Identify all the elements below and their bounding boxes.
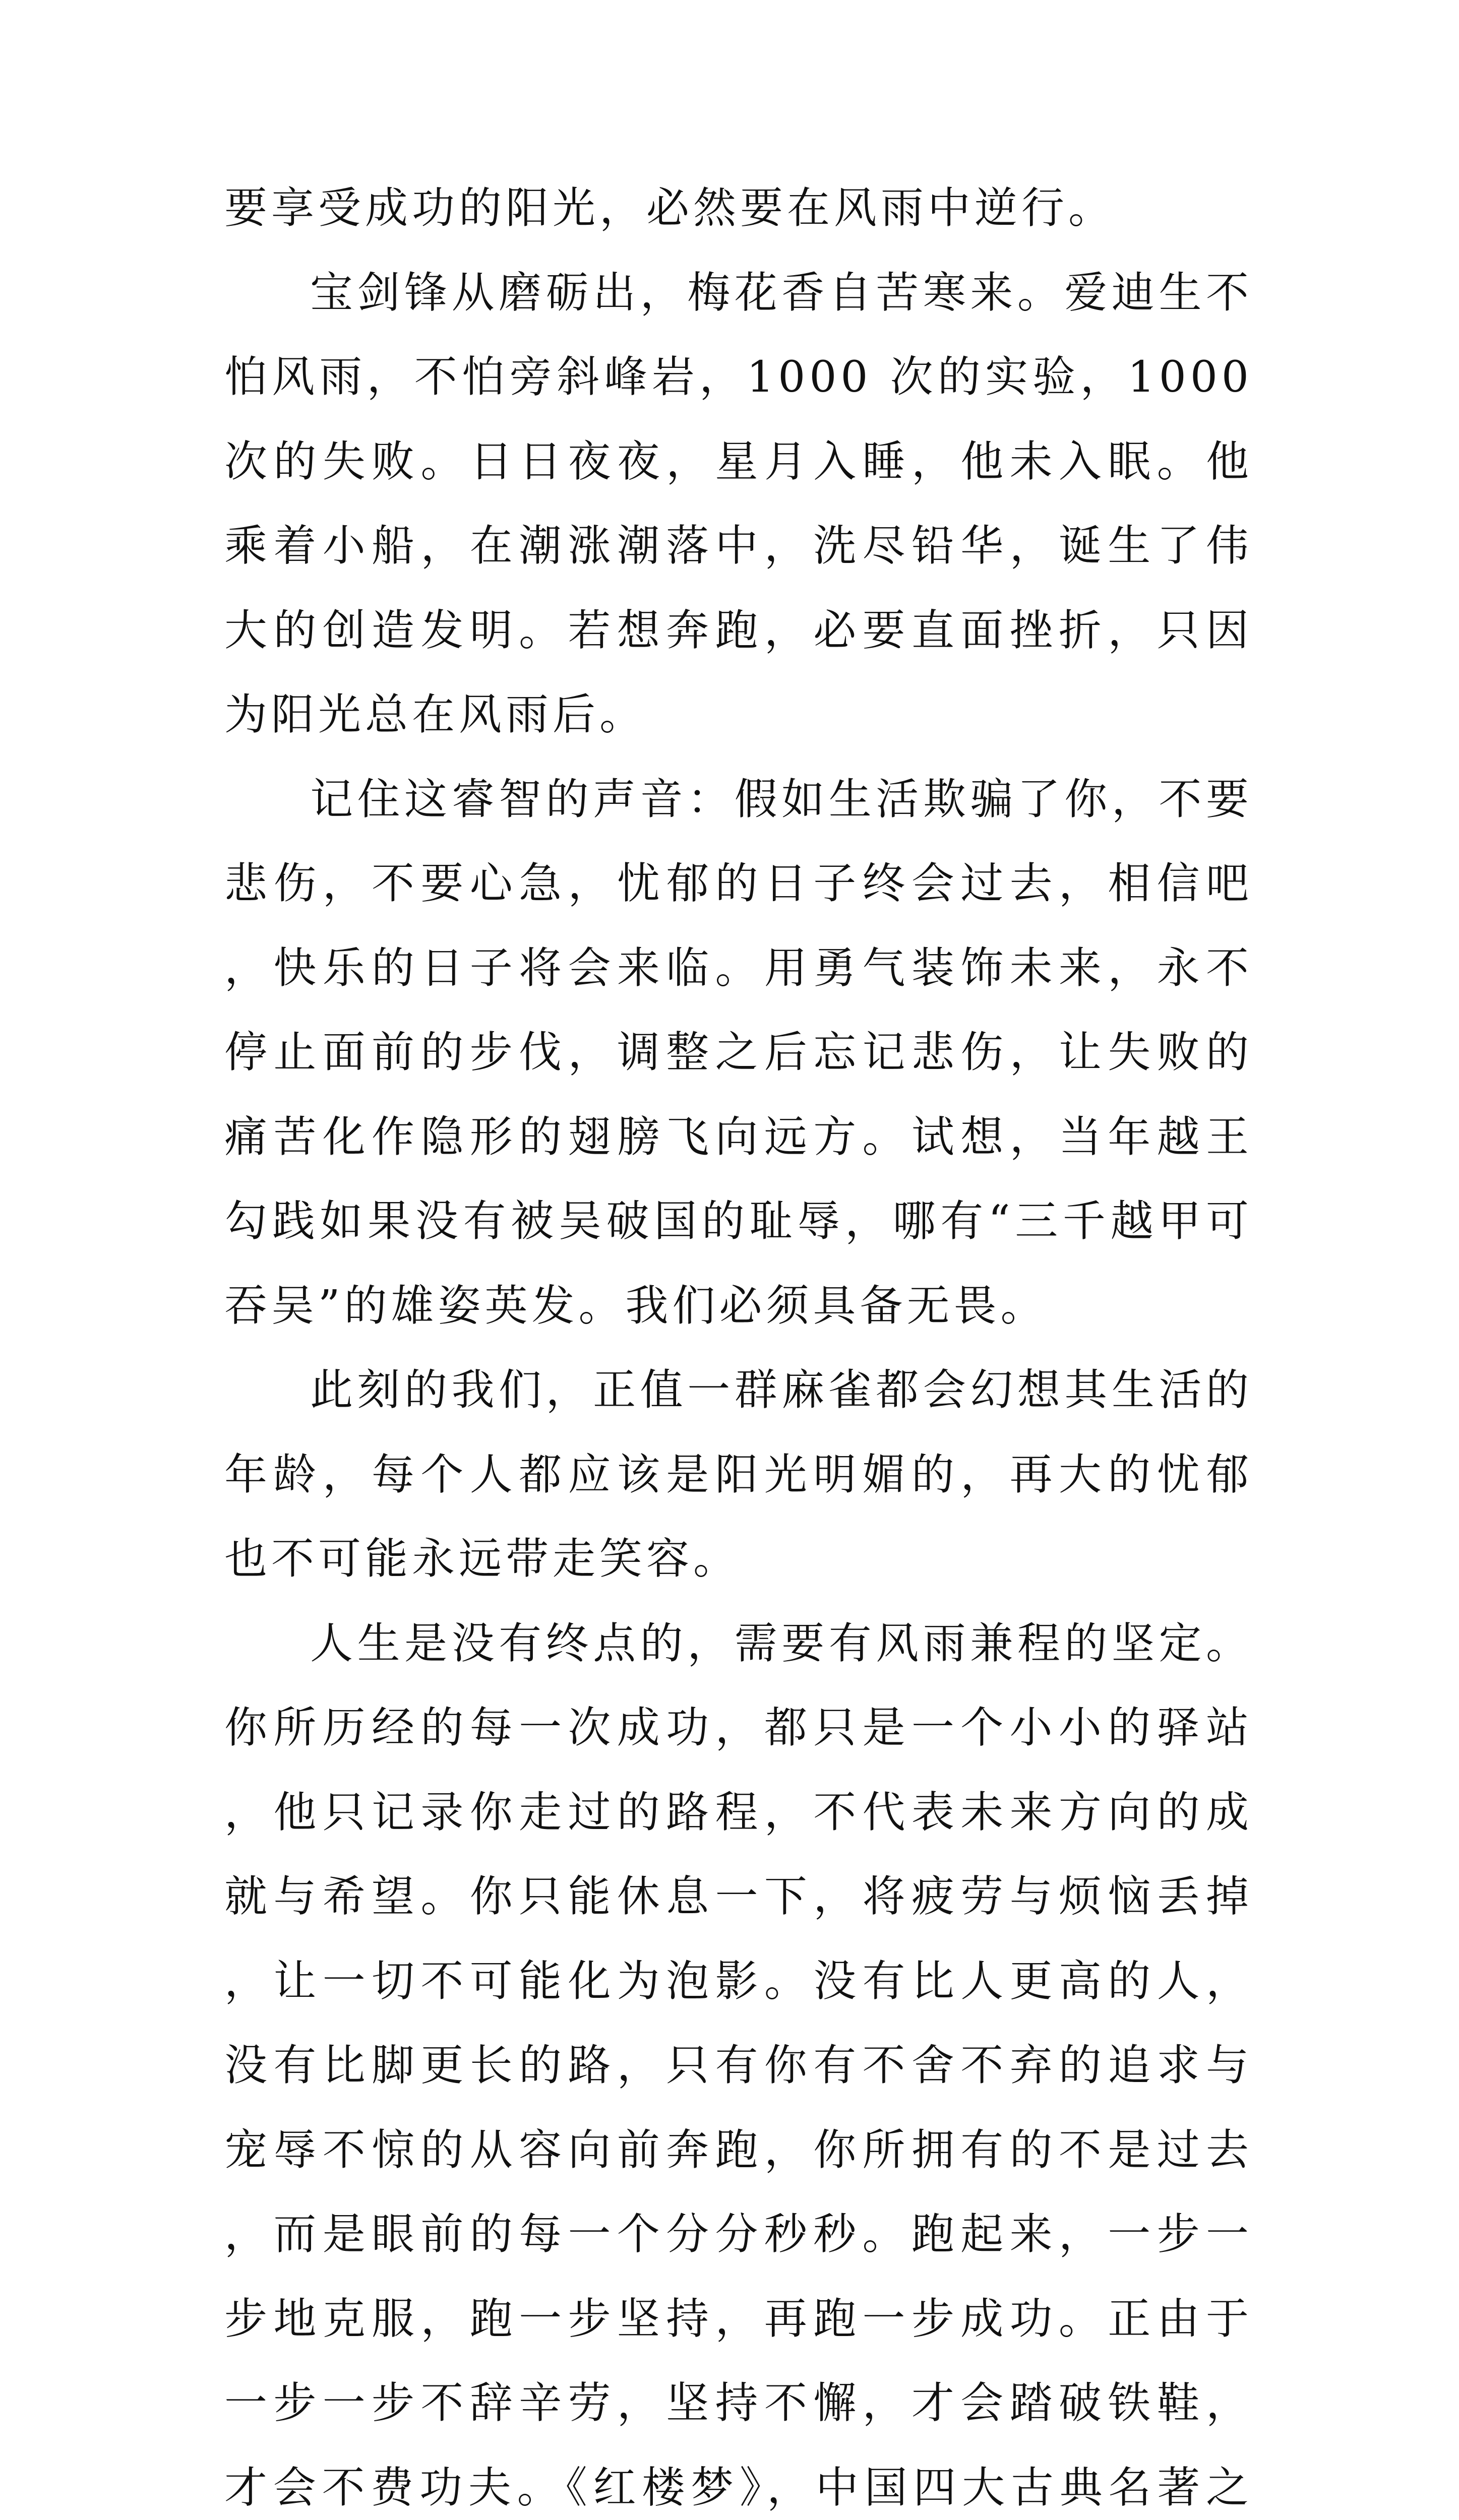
paragraph-2: 宝剑锋从磨砺出，梅花香自苦寒来。爱迪生不怕风雨，不怕旁斜峰岩，1000 次的实验，1000 次的失败。日日夜夜，星月入睡，他未入眠。他乘着小船，在潮涨潮落中，洗尽铅华，诞生了伟大的创造发明。若想奔跑，必要直面挫折，只因为阳光总在风雨后。 — [224, 251, 1253, 758]
document-body — [224, 166, 1253, 2520]
paragraph-4: 此刻的我们，正值一群麻雀都会幻想其生活的年龄，每个人都应该是阳光明媚的，再大的忧郁也不可能永远带走笑容。 — [224, 1348, 1253, 1602]
paragraph-1: 要享受成功的阳光，必然要在风雨中逆行。 — [224, 166, 1253, 251]
paragraph-5: 人生是没有终点的，需要有风雨兼程的坚定。你所历经的每一次成功，都只是一个小小的驿站，他只记录你走过的路程，不代表未来方向的成就与希望。你只能休息一下，将疲劳与烦恼丢掉，让一切不可能化为泡影。没有比人更高的人，没有比脚更长的路，只有你有不舍不弃的追求与宠辱不惊的从容向前奔跑，你所拥有的不是过去，而是眼前的每一个分分秒秒。跑起来，一步一步地克服，跑一步坚持，再跑一步成功。正由于一步一步不辞辛劳，坚持不懈，才会踏破铁鞋，才会不费功夫。《红楼梦》，中国四大古典名著之 — [224, 1602, 1253, 2520]
paragraph-3: 记住这睿智的声音：假如生活欺骗了你，不要悲伤，不要心急，忧郁的日子终会过去，相信吧，快乐的日子将会来临。用勇气装饰未来，永不停止面前的步伐，调整之后忘记悲伤，让失败的痛苦化作隐形的翅膀飞向远方。试想，当年越王勾践如果没有被吴破国的耻辱，哪有“三千越甲可吞吴”的雄姿英发。我们必须具备无畏。 — [224, 758, 1253, 1349]
